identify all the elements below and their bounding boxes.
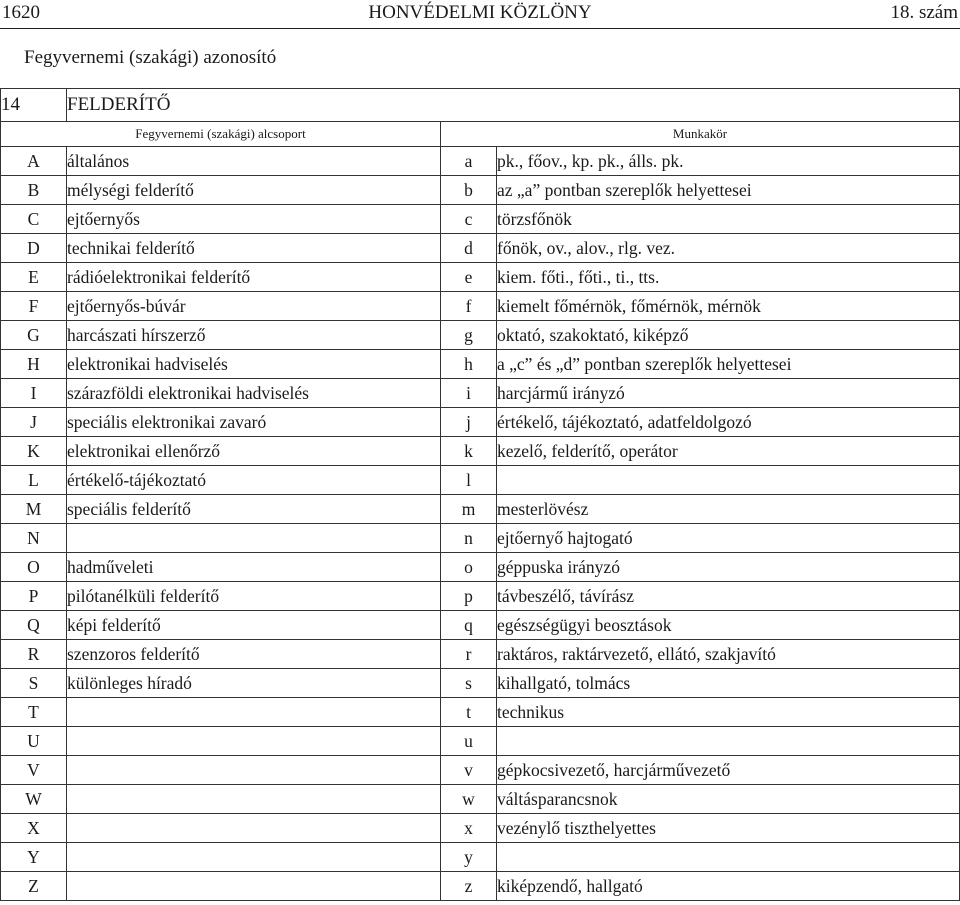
table-row	[1, 205, 960, 234]
subgroup-letter: M	[1, 495, 67, 524]
subgroup-name: speciális elektronikai zavaró	[67, 408, 441, 437]
table-row	[1, 437, 960, 466]
subgroup-letter: K	[1, 437, 67, 466]
subgroup-name	[67, 785, 441, 814]
table-row	[1, 263, 960, 292]
subgroup-name	[67, 727, 441, 756]
subgroup-name	[67, 698, 441, 727]
job-title: az „a” pontban szereplők helyettesei	[497, 176, 960, 205]
subgroup-letter: U	[1, 727, 67, 756]
job-letter: e	[441, 263, 497, 292]
job-title: távbeszélő, távírász	[497, 582, 960, 611]
job-letter: w	[441, 785, 497, 814]
job-letter: t	[441, 698, 497, 727]
subgroup-letter: X	[1, 814, 67, 843]
subgroup-letter: V	[1, 756, 67, 785]
table-row	[1, 350, 960, 379]
job-letter: h	[441, 350, 497, 379]
table-row	[1, 872, 960, 901]
subgroup-name: ejtőernyős-búvár	[67, 292, 441, 321]
job-title	[497, 727, 960, 756]
job-letter: p	[441, 582, 497, 611]
subgroup-name: harcászati hírszerző	[67, 321, 441, 350]
job-letter: x	[441, 814, 497, 843]
subgroup-letter: L	[1, 466, 67, 495]
subgroup-name	[67, 814, 441, 843]
job-letter: u	[441, 727, 497, 756]
job-letter: k	[441, 437, 497, 466]
subgroup-letter: R	[1, 640, 67, 669]
subgroup-letter: N	[1, 524, 67, 553]
job-letter: d	[441, 234, 497, 263]
job-title: kiem. főti., főti., ti., tts.	[497, 263, 960, 292]
subgroup-letter: T	[1, 698, 67, 727]
subgroup-name: általános	[67, 147, 441, 176]
job-letter: s	[441, 669, 497, 698]
subgroup-letter: J	[1, 408, 67, 437]
table-row	[1, 553, 960, 582]
subgroup-letter: S	[1, 669, 67, 698]
subgroup-name: technikai felderítő	[67, 234, 441, 263]
job-letter: q	[441, 611, 497, 640]
job-title: raktáros, raktárvezető, ellátó, szakjavító	[497, 640, 960, 669]
page-header	[0, 0, 960, 29]
subgroup-name: különleges híradó	[67, 669, 441, 698]
subgroup-letter: H	[1, 350, 67, 379]
job-title: kiemelt főmérnök, főmérnök, mérnök	[497, 292, 960, 321]
subgroup-letter: F	[1, 292, 67, 321]
job-title: kiképzendő, hallgató	[497, 872, 960, 901]
classification-table	[0, 88, 960, 901]
subgroup-name: pilótanélküli felderítő	[67, 582, 441, 611]
table-row	[1, 292, 960, 321]
job-title	[497, 466, 960, 495]
subgroup-letter: W	[1, 785, 67, 814]
table-row	[1, 843, 960, 872]
issue-number: 18. szám	[890, 2, 958, 23]
job-title: váltásparancsnok	[497, 785, 960, 814]
table-row	[1, 814, 960, 843]
page-number: 1620	[2, 2, 40, 23]
job-title: vezénylő tiszthelyettes	[497, 814, 960, 843]
job-title: kezelő, felderítő, operátor	[497, 437, 960, 466]
table-row	[1, 466, 960, 495]
job-letter: l	[441, 466, 497, 495]
subgroup-name: szárazföldi elektronikai hadviselés	[67, 379, 441, 408]
table-row	[1, 698, 960, 727]
subgroup-letter: E	[1, 263, 67, 292]
subgroup-name: mélységi felderítő	[67, 176, 441, 205]
subgroup-letter: Z	[1, 872, 67, 901]
subgroup-letter: I	[1, 379, 67, 408]
table-row	[1, 727, 960, 756]
journal-title: HONVÉDELMI KÖZLÖNY	[368, 2, 592, 23]
subgroup-name: speciális felderítő	[67, 495, 441, 524]
job-letter: v	[441, 756, 497, 785]
table-row	[1, 785, 960, 814]
job-column-header: Munkakör	[441, 122, 960, 147]
job-letter: n	[441, 524, 497, 553]
job-title: oktató, szakoktató, kiképző	[497, 321, 960, 350]
job-letter: m	[441, 495, 497, 524]
table-row	[1, 147, 960, 176]
table-row	[1, 756, 960, 785]
table-row	[1, 524, 960, 553]
table-row	[1, 669, 960, 698]
subgroup-name: elektronikai ellenőrző	[67, 437, 441, 466]
job-title: egészségügyi beosztások	[497, 611, 960, 640]
subgroup-letter: G	[1, 321, 67, 350]
job-title: ejtőernyő hajtogató	[497, 524, 960, 553]
subgroup-letter: C	[1, 205, 67, 234]
table-row	[1, 495, 960, 524]
job-letter: b	[441, 176, 497, 205]
group-row	[1, 89, 960, 122]
table-row	[1, 176, 960, 205]
group-code: 14	[1, 89, 67, 122]
subgroup-letter: Y	[1, 843, 67, 872]
job-letter: g	[441, 321, 497, 350]
subgroup-name: rádióelektronikai felderítő	[67, 263, 441, 292]
subgroup-letter: Q	[1, 611, 67, 640]
job-title: a „c” és „d” pontban szereplők helyettesei	[497, 350, 960, 379]
subgroup-name	[67, 756, 441, 785]
subgroup-name	[67, 843, 441, 872]
subgroup-name: ejtőernyős	[67, 205, 441, 234]
subgroup-name: értékelő-tájékoztató	[67, 466, 441, 495]
group-name: FELDERÍTŐ	[67, 89, 960, 122]
job-title: harcjármű irányzó	[497, 379, 960, 408]
subgroup-name: szenzoros felderítő	[67, 640, 441, 669]
job-title: technikus	[497, 698, 960, 727]
subgroup-letter: D	[1, 234, 67, 263]
subgroup-name: hadműveleti	[67, 553, 441, 582]
subgroup-name: elektronikai hadviselés	[67, 350, 441, 379]
job-letter: i	[441, 379, 497, 408]
job-title	[497, 843, 960, 872]
section-title: Fegyvernemi (szakági) azonosító	[24, 47, 277, 68]
table-row	[1, 321, 960, 350]
subgroup-letter: P	[1, 582, 67, 611]
job-title: kihallgató, tolmács	[497, 669, 960, 698]
job-letter: r	[441, 640, 497, 669]
job-letter: j	[441, 408, 497, 437]
job-letter: a	[441, 147, 497, 176]
job-letter: c	[441, 205, 497, 234]
job-title: értékelő, tájékoztató, adatfeldolgozó	[497, 408, 960, 437]
subheader-row	[1, 122, 960, 147]
subgroup-name	[67, 524, 441, 553]
subgroup-column-header: Fegyvernemi (szakági) alcsoport	[1, 122, 441, 147]
subgroup-letter: B	[1, 176, 67, 205]
job-letter: y	[441, 843, 497, 872]
job-title: pk., főov., kp. pk., álls. pk.	[497, 147, 960, 176]
subgroup-name	[67, 872, 441, 901]
table-row	[1, 582, 960, 611]
job-title: törzsfőnök	[497, 205, 960, 234]
job-title: géppuska irányzó	[497, 553, 960, 582]
job-title: főnök, ov., alov., rlg. vez.	[497, 234, 960, 263]
subgroup-name: képi felderítő	[67, 611, 441, 640]
job-title: gépkocsivezető, harcjárművezető	[497, 756, 960, 785]
table-row	[1, 408, 960, 437]
table-row	[1, 611, 960, 640]
table-row	[1, 640, 960, 669]
job-letter: f	[441, 292, 497, 321]
job-letter: o	[441, 553, 497, 582]
subgroup-letter: A	[1, 147, 67, 176]
table-row	[1, 234, 960, 263]
job-title: mesterlövész	[497, 495, 960, 524]
subgroup-letter: O	[1, 553, 67, 582]
table-row	[1, 379, 960, 408]
job-letter: z	[441, 872, 497, 901]
